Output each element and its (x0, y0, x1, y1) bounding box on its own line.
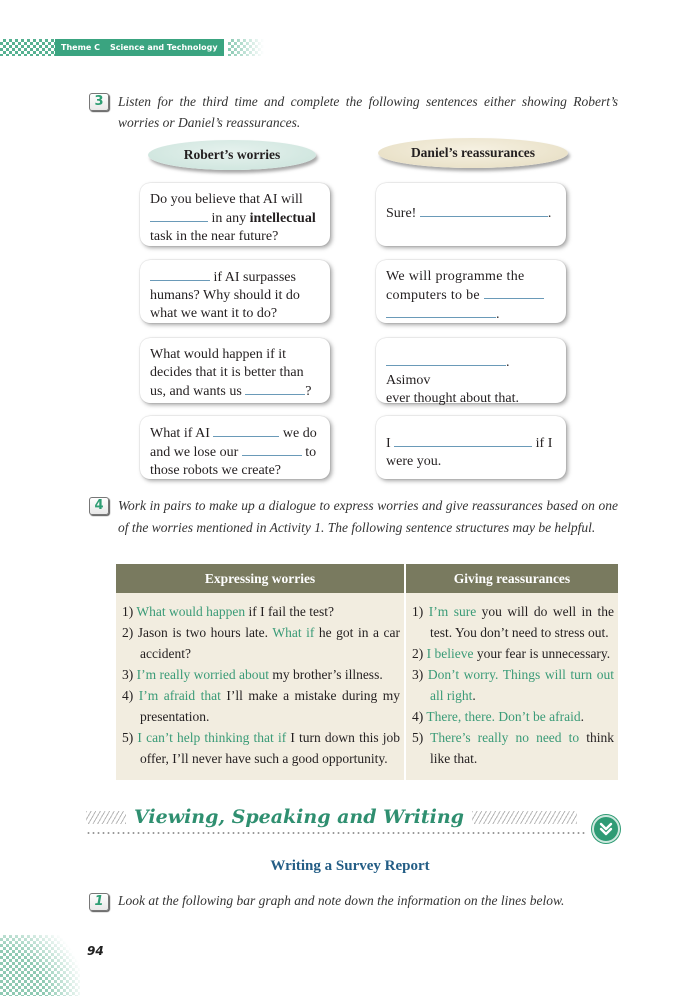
daniels-reassurances-label: Daniel’s reassurances (378, 138, 568, 168)
worry-text: to (305, 445, 317, 460)
answer-blank[interactable] (386, 353, 506, 366)
answer-blank[interactable] (245, 382, 305, 395)
reassurance-phrase-4: 4) There, there. Don’t be afraid. (412, 709, 584, 724)
answer-blank[interactable] (420, 204, 548, 217)
reassurance-text: computers to be (386, 288, 480, 303)
reassurance-card-1 (376, 183, 566, 246)
reassurance-text: Sure! (386, 206, 417, 221)
reassurance-card-3 (376, 338, 566, 406)
answer-blank[interactable] (150, 268, 210, 281)
col-header-expressing-worries: Expressing worries (116, 564, 405, 593)
answer-blank[interactable] (386, 305, 496, 318)
worry-phrase-2: 2) Jason is two hours late. What if he got in a car accident? (122, 625, 401, 661)
answer-blank[interactable] (242, 443, 302, 456)
corner-pattern (0, 935, 80, 996)
worry-text: What if AI (150, 426, 210, 441)
section-header (86, 806, 577, 828)
header-pattern-right (228, 39, 264, 56)
worry-text: us, and wants us (150, 384, 242, 399)
worry-card-2 (140, 260, 330, 323)
answer-blank[interactable] (213, 424, 279, 437)
worry-phrase-1: 1) What would happen if I fail the test? (122, 604, 334, 619)
worry-card-3 (140, 338, 330, 403)
worry-text: What would happen if it (150, 347, 287, 362)
section-title: Viewing, Speaking and Writing (134, 806, 464, 828)
worry-card-4 (140, 416, 330, 479)
reassurance-card-2 (376, 260, 566, 323)
reassurance-text: if I (535, 436, 553, 451)
col-header-giving-reassurances: Giving reassurances (405, 564, 618, 593)
worry-keyword: intellectual (249, 211, 316, 226)
header-pattern-left (0, 39, 56, 56)
reassurance-phrase-5: 5) There’s really no need to think like that. (412, 730, 614, 766)
worry-text: what we want it to do? (150, 306, 278, 321)
worry-card-1 (140, 183, 330, 246)
worry-phrase-5: 5) I can’t help thinking that if I turn down this job offer, I’ll never have such a good opportunity. (122, 730, 401, 766)
worry-text: and we lose our (150, 445, 239, 460)
activity-4-badge: 4 (89, 497, 109, 515)
double-chevron-down-icon (594, 817, 618, 841)
worry-text: we do (282, 426, 317, 441)
theme-name: Theme C (61, 43, 100, 52)
double-chevron-down-icon[interactable] (592, 815, 620, 843)
reassurance-text: . (496, 307, 500, 322)
section-subtitle: Writing a Survey Report (270, 858, 430, 874)
activity-1-instruction: Look at the following bar graph and note down the information on the lines below. (118, 893, 565, 908)
reassurance-text: We will programme the (386, 269, 525, 284)
reassurances-column (405, 593, 618, 780)
hatch-decoration (472, 811, 577, 824)
worry-phrase-3: 3) I’m really worried about my brother’s illness. (122, 667, 383, 682)
activity-1-badge: 1 (89, 893, 109, 911)
reassurance-text: I (386, 436, 391, 451)
worries-column (116, 593, 405, 780)
roberts-worries-label: Robert’s worries (148, 140, 316, 170)
activity-4-instruction: Work in pairs to make up a dialogue to express worries and give reassurances based on one of the worries mentioned in Activity 1. The following sentence structures may be helpful. (118, 498, 618, 535)
reassurance-text: were you. (386, 454, 442, 469)
worry-text: Do you believe that AI will (150, 192, 303, 207)
worry-text: ? (305, 384, 312, 399)
theme-subject: Science and Technology (110, 43, 218, 52)
answer-blank[interactable] (150, 209, 208, 222)
reassurance-text: . Asimov (386, 355, 510, 388)
worry-text: in any (211, 211, 247, 226)
hatch-decoration (86, 811, 126, 824)
answer-blank[interactable] (484, 286, 544, 299)
worry-text: humans? Why should it do (150, 288, 300, 303)
dotted-divider (86, 832, 586, 834)
worry-text: task in the near future? (150, 229, 279, 244)
reassurance-phrase-1: 1) I’m sure you will do well in the test. You don’t need to stress out. (412, 604, 615, 640)
reassurance-card-4 (376, 416, 566, 479)
phrases-table (116, 564, 618, 780)
page-number: 94 (87, 944, 104, 958)
worry-text: those robots we create? (150, 463, 281, 478)
answer-blank[interactable] (394, 434, 532, 447)
reassurance-phrase-2: 2) I believe your fear is unnecessary. (412, 646, 611, 661)
reassurance-phrase-3: 3) Don’t worry. Things will turn out all right. (412, 667, 615, 703)
worry-text: if AI surpasses (213, 270, 296, 285)
worry-text: decides that it is better than (150, 365, 304, 380)
activity-3-badge: 3 (89, 93, 109, 111)
reassurance-text: ever thought about that. (386, 391, 519, 406)
activity-3-instruction: Listen for the third time and complete the following sentences either showing Robert’s worries or Daniel’s reassurances. (118, 94, 618, 130)
theme-label (55, 39, 224, 56)
worry-phrase-4: 4) I’m afraid that I’ll make a mistake during my presentation. (122, 688, 400, 724)
reassurance-text: . (547, 206, 552, 221)
